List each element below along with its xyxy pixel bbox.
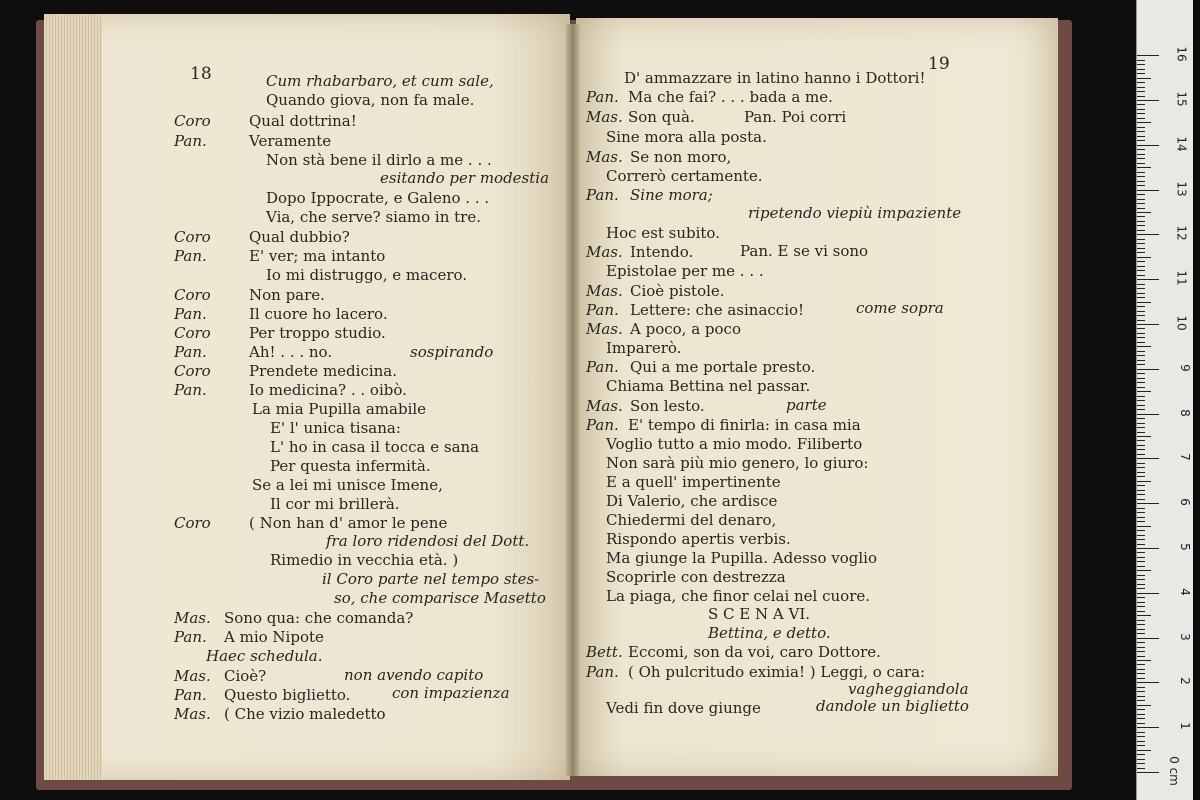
verse-line: La piaga, che finor celai nel cuore. [606, 587, 871, 605]
verse-line: Chiama Bettina nel passar. [606, 377, 811, 395]
ruler-minor-tick [1137, 333, 1145, 334]
ruler-minor-tick [1137, 517, 1145, 518]
ruler-minor-tick [1137, 284, 1145, 285]
ruler-minor-tick [1137, 651, 1145, 652]
verse-line: non avendo capito [344, 666, 484, 684]
ruler-number: 16 [1174, 46, 1189, 62]
ruler-number: 3 [1178, 632, 1193, 641]
speaker-label: Mas. [586, 397, 623, 415]
ruler-minor-tick [1137, 763, 1145, 764]
ruler-minor-tick [1137, 750, 1151, 751]
ruler-minor-tick [1137, 266, 1145, 267]
ruler-minor-tick [1137, 485, 1145, 486]
ruler-minor-tick [1137, 602, 1145, 603]
ruler-minor-tick [1137, 597, 1145, 598]
speaker-label: Pan. [174, 628, 207, 646]
speaker-label: Pan. [586, 88, 619, 106]
verse-line: Eccomi, son da voi, caro Dottore. [628, 643, 881, 661]
ruler-major-tick [1137, 414, 1159, 415]
speaker-label: Pan. [586, 186, 619, 204]
ruler-minor-tick [1137, 718, 1145, 719]
ruler-minor-tick [1137, 82, 1145, 83]
verse-line: Di Valerio, che ardisce [606, 492, 778, 510]
ruler-minor-tick [1137, 60, 1145, 61]
ruler-major-tick [1137, 772, 1159, 773]
ruler-number: 14 [1174, 136, 1189, 152]
verse-line: Qual dottrina! [249, 112, 357, 130]
ruler-number: 11 [1174, 270, 1189, 286]
ruler-minor-tick [1137, 673, 1145, 674]
speaker-label: Mas. [586, 320, 623, 338]
ruler-minor-tick [1137, 346, 1151, 347]
ruler-number: 5 [1178, 543, 1193, 551]
ruler-minor-tick [1137, 297, 1145, 298]
ruler-major-tick [1137, 234, 1159, 235]
verse-line: Hoc est subito. [606, 224, 720, 242]
ruler-minor-tick [1137, 127, 1145, 128]
speaker-label: Mas. [586, 108, 623, 126]
left-page-number: 18 [190, 64, 212, 84]
ruler-minor-tick [1137, 288, 1145, 289]
ruler-minor-tick [1137, 373, 1145, 374]
ruler-major-tick [1137, 190, 1159, 191]
verse-line: Sine mora; [630, 186, 713, 204]
verse-line: Io mi distruggo, e macero. [266, 266, 468, 284]
ruler-minor-tick [1137, 194, 1145, 195]
ruler-minor-tick [1137, 149, 1145, 150]
ruler-minor-tick [1137, 270, 1145, 271]
ruler-minor-tick [1137, 351, 1145, 352]
verse-line: E a quell' impertinente [606, 473, 781, 491]
verse-line: Qual dubbio? [249, 228, 350, 246]
ruler-minor-tick [1137, 709, 1145, 710]
verse-line: Ah! . . . no. [249, 343, 333, 361]
verse-line: La mia Pupilla amabile [252, 400, 427, 418]
verse-line: Intendo. [630, 243, 694, 261]
ruler-minor-tick [1137, 467, 1145, 468]
verse-line: Sono qua: che comanda? [224, 609, 414, 627]
ruler-minor-tick [1137, 732, 1145, 733]
verse-line: Se non moro, [630, 148, 732, 166]
verse-line: come sopra [856, 299, 944, 317]
ruler-minor-tick [1137, 306, 1145, 307]
ruler-minor-tick [1137, 512, 1145, 513]
ruler-minor-tick [1137, 172, 1145, 173]
ruler-major-tick [1137, 548, 1159, 549]
ruler-minor-tick [1137, 293, 1145, 294]
verse-line: D' ammazzare in latino hanno i Dottori! [624, 69, 926, 87]
ruler-minor-tick [1137, 118, 1145, 119]
speaker-label: Pan. [174, 247, 207, 265]
verse-line: esitando per modestia [380, 169, 550, 187]
ruler-minor-tick [1137, 611, 1145, 612]
ruler-minor-tick [1137, 382, 1145, 383]
verse-line: Cioè pistole. [630, 282, 725, 300]
ruler-number: 9 [1178, 363, 1193, 372]
ruler-number: 15 [1174, 91, 1189, 107]
page-edges [44, 14, 102, 780]
ruler-minor-tick [1137, 104, 1145, 105]
speaker-label: Mas. [586, 282, 623, 300]
ruler-major-tick [1137, 145, 1159, 146]
ruler-minor-tick [1137, 472, 1145, 473]
verse-line: Vedi fin dove giunge [606, 699, 761, 717]
ruler-minor-tick [1137, 311, 1145, 312]
measuring-ruler [1136, 0, 1193, 800]
verse-line: Per questa infermità. [270, 457, 431, 475]
ruler-minor-tick [1137, 660, 1151, 661]
speaker-label: Pan. [174, 343, 207, 361]
ruler-minor-tick [1137, 588, 1145, 589]
ruler-minor-tick [1137, 620, 1145, 621]
ruler-minor-tick [1137, 754, 1145, 755]
ruler-minor-tick [1137, 261, 1145, 262]
verse-line: Rimedio in vecchia età. ) [270, 551, 459, 569]
speaker-label: Pan. [586, 663, 619, 681]
ruler-number: 6 [1178, 498, 1193, 507]
speaker-label: Mas. [586, 243, 623, 261]
ruler-minor-tick [1137, 418, 1145, 419]
ruler-minor-tick [1137, 436, 1151, 437]
speaker-label: Coro [174, 112, 211, 130]
verse-line: Pan. Poi corri [744, 108, 847, 126]
ruler-minor-tick [1137, 176, 1145, 177]
ruler-minor-tick [1137, 561, 1145, 562]
ruler-minor-tick [1137, 248, 1145, 249]
speaker-label: Mas. [174, 705, 211, 723]
ruler-minor-tick [1137, 687, 1145, 688]
ruler-number: 7 [1178, 453, 1193, 462]
speaker-label: Pan. [174, 381, 207, 399]
speaker-label: Mas. [174, 609, 211, 627]
verse-line: con impazienza [392, 684, 510, 702]
ruler-major-tick [1137, 55, 1159, 56]
ruler-minor-tick [1137, 494, 1145, 495]
ruler-minor-tick [1137, 454, 1145, 455]
verse-line: Qui a me portale presto. [630, 358, 816, 376]
ruler-minor-tick [1137, 570, 1151, 571]
speaker-label: Coro [174, 228, 211, 246]
verse-line: Non pare. [249, 286, 325, 304]
ruler-minor-tick [1137, 252, 1145, 253]
ruler-major-tick [1137, 279, 1159, 280]
ruler-minor-tick [1137, 530, 1145, 531]
ruler-number: 10 [1174, 315, 1189, 331]
ruler-minor-tick [1137, 136, 1145, 137]
ruler-minor-tick [1137, 109, 1145, 110]
ruler-minor-tick [1137, 463, 1145, 464]
verse-line: vagheggiandola [848, 680, 969, 698]
verse-line: fra loro ridendosi del Dott. [326, 532, 530, 550]
ruler-minor-tick [1137, 131, 1145, 132]
ruler-minor-tick [1137, 64, 1145, 65]
ruler-minor-tick [1137, 185, 1145, 186]
ruler-minor-tick [1137, 221, 1145, 222]
verse-line: Veramente [249, 132, 332, 150]
verse-line: Scoprirle con destrezza [606, 568, 786, 586]
ruler-minor-tick [1137, 432, 1145, 433]
ruler-minor-tick [1137, 364, 1145, 365]
ruler-minor-tick [1137, 696, 1145, 697]
verse-line: Il cor mi brillerà. [270, 495, 400, 513]
verse-line: ( Non han d' amor le pene [249, 514, 448, 532]
ruler-minor-tick [1137, 700, 1145, 701]
ruler-major-tick [1137, 458, 1159, 459]
ruler-number: 2 [1178, 677, 1193, 686]
ruler-minor-tick [1137, 163, 1145, 164]
verse-line: S C E N A VI. [708, 605, 811, 623]
ruler-number: 13 [1174, 180, 1189, 197]
verse-line: Se a lei mi unisce Imene, [252, 476, 443, 494]
ruler-minor-tick [1137, 409, 1145, 410]
ruler-minor-tick [1137, 360, 1145, 361]
ruler-minor-tick [1137, 508, 1145, 509]
ruler-minor-tick [1137, 768, 1145, 769]
ruler-minor-tick [1137, 230, 1145, 231]
verse-line: Per troppo studio. [249, 324, 386, 342]
speaker-label: Mas. [174, 667, 211, 685]
speaker-label: Coro [174, 286, 211, 304]
verse-line: Cioè? [224, 667, 267, 685]
ruler-minor-tick [1137, 714, 1145, 715]
ruler-minor-tick [1137, 257, 1151, 258]
ruler-major-tick [1137, 638, 1159, 639]
ruler-minor-tick [1137, 575, 1145, 576]
ruler-number: 0 cm [1167, 756, 1182, 786]
verse-line: Il cuore ho lacero. [249, 305, 388, 323]
verse-line: A mio Nipote [224, 628, 324, 646]
ruler-minor-tick [1137, 140, 1145, 141]
verse-line: L' ho in casa il tocca e sana [270, 438, 480, 456]
ruler-minor-tick [1137, 208, 1145, 209]
verse-line: Prendete medicina. [249, 362, 398, 380]
verse-line: dandole un biglietto [816, 697, 969, 715]
ruler-minor-tick [1137, 642, 1145, 643]
verse-line: Cum rhabarbaro, et cum sale, [266, 72, 494, 90]
verse-line: A poco, a poco [630, 320, 741, 338]
verse-line: Io medicina? . . oibò. [249, 381, 407, 399]
ruler-minor-tick [1137, 647, 1145, 648]
ruler-minor-tick [1137, 302, 1151, 303]
ruler-minor-tick [1137, 490, 1145, 491]
ruler-minor-tick [1137, 73, 1145, 74]
ruler-number: 12 [1174, 225, 1189, 242]
verse-line: ( Che vizio maledetto [224, 705, 386, 723]
verse-line: Via, che serve? siamo in tre. [266, 208, 481, 226]
ruler-minor-tick [1137, 584, 1145, 585]
verse-line: il Coro parte nel tempo stes- [322, 570, 540, 588]
ruler-number: 1 [1178, 722, 1193, 731]
ruler-minor-tick [1137, 615, 1151, 616]
ruler-major-tick [1137, 100, 1159, 101]
ruler-minor-tick [1137, 566, 1145, 567]
ruler-minor-tick [1137, 167, 1151, 168]
ruler-minor-tick [1137, 243, 1145, 244]
ruler-major-tick [1137, 727, 1159, 728]
ruler-minor-tick [1137, 499, 1145, 500]
ruler-minor-tick [1137, 400, 1145, 401]
ruler-minor-tick [1137, 481, 1151, 482]
ruler-minor-tick [1137, 476, 1145, 477]
ruler-minor-tick [1137, 396, 1145, 397]
ruler-minor-tick [1137, 535, 1145, 536]
book-gutter [566, 24, 580, 776]
ruler-minor-tick [1137, 427, 1145, 428]
verse-line: parte [786, 396, 827, 414]
ruler-minor-tick [1137, 445, 1145, 446]
verse-line: Pan. E se vi sono [740, 242, 869, 260]
ruler-minor-tick [1137, 606, 1145, 607]
ruler-major-tick [1137, 324, 1159, 325]
verse-line: Voglio tutto a mio modo. Filiberto [606, 435, 863, 453]
verse-line: Ma giunge la Pupilla. Adesso voglio [606, 549, 878, 567]
verse-line: Ma che fai? . . . bada a me. [628, 88, 833, 106]
ruler-minor-tick [1137, 203, 1145, 204]
ruler-minor-tick [1137, 669, 1145, 670]
ruler-minor-tick [1137, 624, 1145, 625]
ruler-minor-tick [1137, 449, 1145, 450]
ruler-minor-tick [1137, 557, 1145, 558]
ruler-minor-tick [1137, 320, 1145, 321]
ruler-minor-tick [1137, 745, 1145, 746]
verse-line: ripetendo viepiù impaziente [748, 204, 962, 222]
ruler-minor-tick [1137, 212, 1151, 213]
verse-line: ( Oh pulcritudo eximia! ) Leggi, o cara: [628, 663, 926, 681]
verse-line: Son quà. [628, 108, 695, 126]
ruler-minor-tick [1137, 315, 1145, 316]
verse-line: Son lesto. [630, 397, 705, 415]
ruler-minor-tick [1137, 705, 1151, 706]
ruler-minor-tick [1137, 664, 1145, 665]
ruler-minor-tick [1137, 239, 1145, 240]
ruler-minor-tick [1137, 440, 1145, 441]
right-page-number: 19 [928, 54, 950, 74]
ruler-minor-tick [1137, 736, 1145, 737]
ruler-minor-tick [1137, 225, 1145, 226]
ruler-minor-tick [1137, 154, 1145, 155]
ruler-minor-tick [1137, 656, 1145, 657]
verse-line: Correrò certamente. [606, 167, 763, 185]
ruler-minor-tick [1137, 678, 1145, 679]
speaker-label: Mas. [586, 148, 623, 166]
speaker-label: Bett. [586, 643, 623, 661]
speaker-label: Coro [174, 514, 211, 532]
verse-line: Sine mora alla posta. [606, 128, 767, 146]
ruler-minor-tick [1137, 579, 1145, 580]
speaker-label: Pan. [174, 686, 207, 704]
ruler-minor-tick [1137, 122, 1151, 123]
verse-line: Imparerò. [606, 339, 682, 357]
verse-line: E' tempo di finirla: in casa mia [628, 416, 861, 434]
ruler-major-tick [1137, 593, 1159, 594]
verse-line: Quando giova, non fa male. [266, 91, 475, 109]
ruler-minor-tick [1137, 723, 1145, 724]
ruler-minor-tick [1137, 87, 1145, 88]
speaker-label: Coro [174, 324, 211, 342]
ruler-minor-tick [1137, 199, 1145, 200]
verse-line: E' l' unica tisana: [270, 419, 401, 437]
verse-line: Non stà bene il dirlo a me . . . [266, 151, 492, 169]
verse-line: Questo biglietto. [224, 686, 351, 704]
ruler-minor-tick [1137, 526, 1151, 527]
ruler-minor-tick [1137, 96, 1145, 97]
speaker-label: Coro [174, 362, 211, 380]
ruler-minor-tick [1137, 158, 1145, 159]
verse-line: Rispondo apertis verbis. [606, 530, 791, 548]
ruler-number: 4 [1178, 587, 1193, 596]
verse-line: Dopo Ippocrate, e Galeno . . . [266, 189, 490, 207]
ruler-minor-tick [1137, 552, 1145, 553]
verse-line: sospirando [410, 343, 494, 361]
ruler-minor-tick [1137, 759, 1145, 760]
speaker-label: Pan. [586, 358, 619, 376]
ruler-minor-tick [1137, 387, 1145, 388]
ruler-minor-tick [1137, 544, 1145, 545]
verse-line: so, che comparisce Masetto [334, 589, 546, 607]
ruler-number: 8 [1178, 408, 1193, 417]
ruler-minor-tick [1137, 629, 1145, 630]
ruler-minor-tick [1137, 78, 1151, 79]
ruler-minor-tick [1137, 342, 1145, 343]
ruler-minor-tick [1137, 633, 1145, 634]
verse-line: Non sarà più mio genero, lo giuro: [606, 454, 869, 472]
ruler-minor-tick [1137, 181, 1145, 182]
ruler-minor-tick [1137, 113, 1145, 114]
ruler-minor-tick [1137, 539, 1145, 540]
verse-line: Bettina, e detto. [708, 624, 831, 642]
verse-line: E' ver; ma intanto [249, 247, 386, 265]
ruler-minor-tick [1137, 69, 1145, 70]
ruler-major-tick [1137, 369, 1159, 370]
ruler-minor-tick [1137, 741, 1145, 742]
ruler-minor-tick [1137, 216, 1145, 217]
verse-line: Haec schedula. [206, 647, 323, 665]
ruler-minor-tick [1137, 521, 1145, 522]
speaker-label: Pan. [586, 416, 619, 434]
ruler-minor-tick [1137, 391, 1151, 392]
verse-line: Chiedermi del denaro, [606, 511, 777, 529]
speaker-label: Pan. [174, 132, 207, 150]
verse-line: Epistolae per me . . . [606, 262, 764, 280]
ruler-minor-tick [1137, 691, 1145, 692]
speaker-label: Pan. [174, 305, 207, 323]
ruler-minor-tick [1137, 355, 1145, 356]
verse-line: Lettere: che asinaccio! [630, 301, 805, 319]
ruler-minor-tick [1137, 423, 1145, 424]
ruler-minor-tick [1137, 328, 1145, 329]
speaker-label: Pan. [586, 301, 619, 319]
ruler-minor-tick [1137, 378, 1145, 379]
ruler-major-tick [1137, 682, 1159, 683]
ruler-minor-tick [1137, 91, 1145, 92]
ruler-major-tick [1137, 503, 1159, 504]
ruler-minor-tick [1137, 275, 1145, 276]
ruler-minor-tick [1137, 337, 1145, 338]
ruler-minor-tick [1137, 405, 1145, 406]
